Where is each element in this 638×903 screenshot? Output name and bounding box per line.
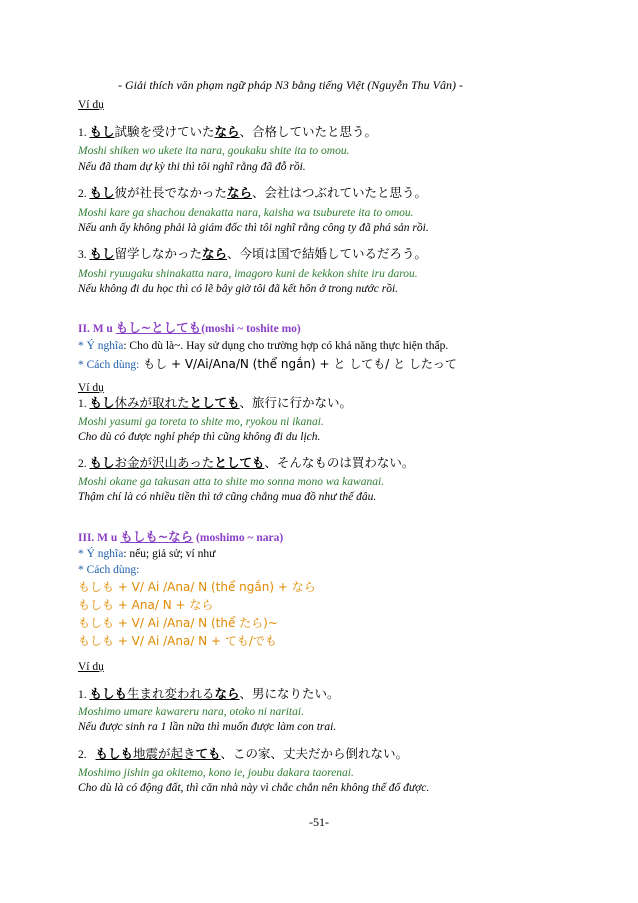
keyword-moshimo: もしも (95, 746, 134, 761)
example-romaji: Moshi kare ga shachou denakatta nara, kaisha wa tsuburete ita to omou. (78, 207, 414, 219)
example-romaji: Moshi ryuugaku shinakatta nara, imagoro kuni de kekkon shite iru darou. (78, 268, 418, 280)
keyword-moshi: もし (89, 395, 115, 410)
example-sentence: 1. もしも生まれ変われるなら、男になりたい。 (78, 686, 340, 701)
example-translation: Nếu đã tham dự kỳ thi thì tôi nghĩ rằng đã đỗ rồi. (78, 161, 306, 173)
keyword-temo: ても (195, 746, 221, 761)
example-romaji: Moshi okane ga takusan atta to shite mo sonna mono wa kawanai. (78, 476, 385, 488)
section-heading-moshi-toshitemo: II. M u もし~としても(moshi ~ toshite mo) (78, 320, 301, 335)
section-heading-moshimo-nara: III. M u もしも~なら (moshimo ~ nara) (78, 529, 284, 544)
example-heading: Ví dụ (78, 99, 104, 111)
example-romaji: Moshimo jishin ga okitemo, kono ie, joubu dakara taorenai. (78, 767, 354, 779)
example-romaji: Moshi shiken wo ukete ita nara, goukaku shite ita to omou. (78, 145, 350, 157)
example-translation: Nếu không đi du học thì có lẽ bây giờ tôi đã kết hôn ở trong nước rồi. (78, 283, 399, 295)
example-sentence: 3. もし留学しなかったなら、今頃は国で結婚しているだろう。 (78, 246, 428, 261)
example-heading: Ví dụ (78, 382, 104, 394)
usage-pattern: もしも + V/ Ai /Ana/ N + ても/でも (78, 634, 277, 648)
keyword-moshimo: もしも (89, 686, 128, 701)
keyword-moshi: もし (89, 124, 115, 139)
example-translation: Thậm chí là có nhiều tiền thì tớ cũng chẳng mua đồ như thế đâu. (78, 491, 377, 503)
example-heading: Ví dụ (78, 661, 104, 673)
example-sentence: 1. もし試験を受けていたなら、合格していたと思う。 (78, 124, 378, 139)
usage-line: * Cách dùng: もし + V/Ai/Ana/N (thể ngắn) + と しても/ と したって (78, 357, 457, 371)
keyword-nara: なら (202, 246, 228, 261)
example-sentence: 2. もし彼が社長でなかったなら、会社はつぶれていたと思う。 (78, 185, 428, 200)
usage-pattern: もしも + Ana/ N + なら (78, 598, 214, 612)
example-translation: Cho dù là có động đất, thì căn nhà này vì chắc chắn nên không thể đổ được. (78, 782, 430, 794)
keyword-nara: なら (214, 686, 240, 701)
usage-pattern: もしも + V/ Ai /Ana/ N (thể ngắn) + なら (78, 580, 316, 594)
page-header: - Giải thích văn phạm ngữ pháp N3 bằng tiếng Việt (Nguyễn Thu Vân) - (118, 78, 463, 92)
example-sentence: 1. もし休みが取れたとしても、旅行に行かない。 (78, 395, 353, 410)
example-translation: Nếu được sinh ra 1 lần nữa thì muốn được làm con trai. (78, 721, 337, 733)
page-number: -51- (309, 815, 329, 829)
meaning-line: * Ý nghĩa: nếu; giả sử; ví như (78, 548, 216, 560)
example-romaji: Moshi yasumi ga toreta to shite mo, ryokou ni ikanai. (78, 416, 324, 428)
keyword-toshitemo: としても (214, 455, 265, 470)
usage-label: * Cách dùng: (78, 564, 140, 576)
example-romaji: Moshimo umare kawareru nara, otoko ni naritai. (78, 706, 304, 718)
keyword-moshi: もし (89, 246, 115, 261)
example-translation: Nếu anh ấy không phải là giám đốc thì tôi nghĩ rằng công ty đã phá sản rồi. (78, 222, 429, 234)
keyword-moshi: もし (89, 455, 115, 470)
meaning-line: * Ý nghĩa: Cho dù là~. Hay sử dụng cho trường hợp có khả năng thực hiện thấp. (78, 340, 449, 352)
usage-pattern: もしも + V/ Ai /Ana/ N (thể たら)~ (78, 616, 278, 630)
keyword-nara: なら (214, 124, 240, 139)
example-sentence: 2. もしお金が沢山あったとしても、そんなものは買わない。 (78, 455, 415, 470)
keyword-nara: なら (227, 185, 253, 200)
example-sentence: 2. もしも地震が起きても、この家、丈夫だから倒れない。 (78, 746, 409, 761)
example-translation: Cho dù có được nghỉ phép thì cũng không đi du lịch. (78, 431, 321, 443)
keyword-toshitemo: としても (189, 395, 240, 410)
keyword-moshi: もし (89, 185, 115, 200)
